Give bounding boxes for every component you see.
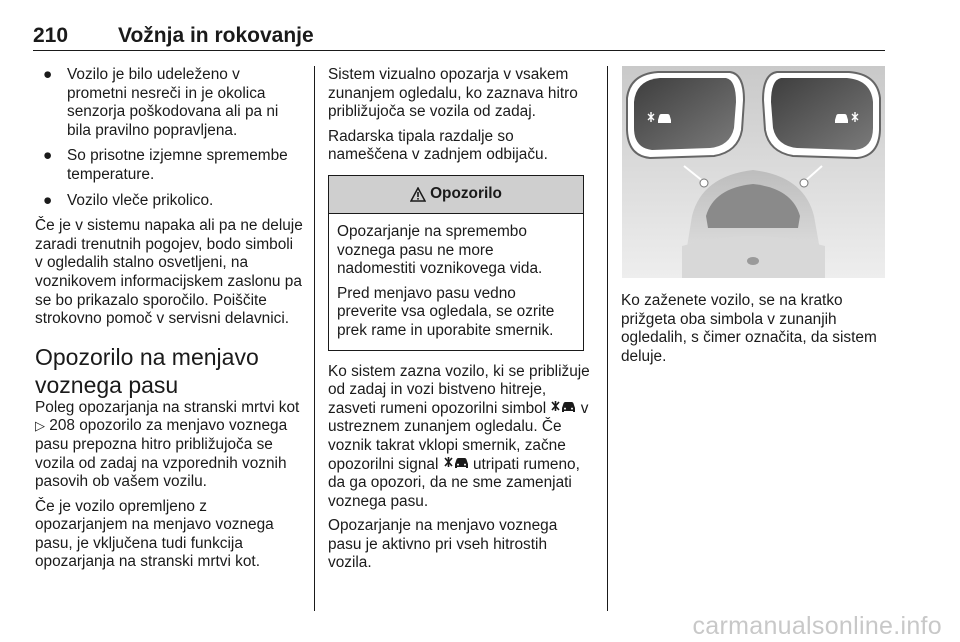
watermark: carmanualsonline.info [692,612,942,640]
car-rear-view-image [622,66,885,278]
mirror-illustration [622,66,885,278]
warning-box [328,175,584,351]
paragraph: Če je v sistemu napaka ali pa ne deluje zaradi trenutnih pogojev, bodo simboli v ogledalih stalno osvetljeni, na voznikovem informacijskem zaslonu pa se bo prikazalo sporočilo. Poiščite strokovno pomoč v servisni delavnici. [35,217,303,328]
page-number: 210 [33,24,69,47]
column-3 [621,292,889,372]
list-item: ● So prisotne izjemne spremembe temperature. [43,147,288,183]
figure-caption: Ko zaženete vozilo, se na kratko prižgeta oba simbola v zunanjih ogledalih, s čimer označita, da sistem deluje. [621,292,877,365]
column-divider [314,66,315,611]
paragraph: Radarska tipala razdalje so nameščena v zadnjem odbijaču. [328,127,548,164]
list-item: ● Vozilo je bilo udeleženo v prometni nesreči in je okolica senzorja poškodovana ali pa ni bila pravilno popravljena. [43,66,279,139]
column-2 [328,66,592,579]
warning-text: Pred menjavo pasu vedno preverite vsa ogledala, se ozrite prek rame in uporabite smernik. [337,284,555,339]
warning-triangle-icon [410,187,426,202]
lane-change-warning-icon [443,456,469,470]
column-divider [607,66,608,611]
paragraph: Poleg opozarjanja na stranski mrtvi kot ▷ 208 opozorilo za menjavo voznega pasu prepozna hitro približujoča se vozila od zadaj na vzporednih voznih pasovih ob vašem vozilu. [35,398,300,491]
page-reference[interactable]: 208 [49,417,75,435]
list-item: ● Vozilo vleče prikolico. [43,191,214,209]
column-1 [35,66,303,578]
section-title: Opozorilo na menjavo voznega pasu [35,343,259,398]
paragraph: Sistem vizualno opozarja v vsakem zunanjem ogledalu, ko zaznava hitro približujoča se vozila od zadaj. [328,66,578,121]
paragraph: Ko sistem zazna vozilo, ki se približuje od zadaj in vozi bistveno hitreje, zasveti rumeni opozorilni simbol v ustreznem zunanjem ogledalu. Če voznik takrat vklopi smernik, začne opozorilni signal utripati rumeno, da ga opozori, da ne sme zamenjati voznega pasu. [328,362,590,510]
condition-list [35,66,303,210]
lane-change-warning-icon [550,400,576,414]
page-reference-arrow-icon: ▷ [35,418,45,434]
page-header [33,22,885,51]
paragraph: Če je vozilo opremljeno z opozarjanjem na menjavo voznega pasu, je vključena tudi funkcija opozarjanja na stranski mrtvi kot. [35,497,274,571]
warning-header [329,176,583,214]
paragraph: Opozarjanje na menjavo voznega pasu je aktivno pri vseh hitrostih vozila. [328,517,558,572]
page-title: Vožnja in rokovanje [118,24,314,47]
warning-text: Opozarjanje na spremembo voznega pasu ne more nadomestiti voznikovega vida. [337,222,543,278]
warning-title: Opozorilo [430,185,502,203]
